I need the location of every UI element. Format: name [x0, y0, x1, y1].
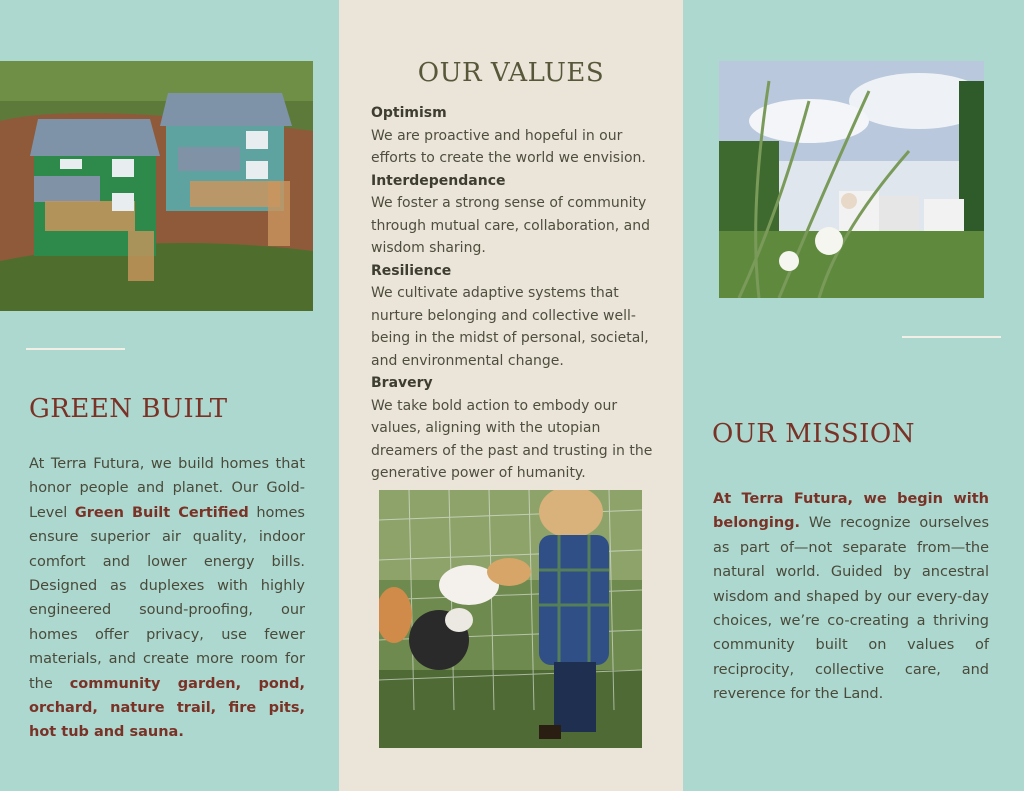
values-list — [371, 102, 661, 485]
child-chickens-photo — [379, 490, 642, 748]
green-built-certified-highlight: Green Built Certified — [74, 504, 249, 521]
our-mission-heading: OUR MISSION — [712, 419, 915, 449]
value-text: We are proactive and hopeful in our efforts to create the world we envision. — [371, 127, 646, 166]
divider-line — [26, 348, 125, 350]
right-panel — [683, 0, 1024, 791]
value-title: Interdependance — [371, 172, 506, 189]
mission-highlight: At Terra Futura, we begin with belonging. — [713, 491, 989, 532]
amenities-highlight: community garden, pond, orchard, nature trail, fire pits, hot tub and sauna. — [29, 675, 306, 741]
value-title: Optimism — [371, 105, 447, 121]
value-item-interdependance — [371, 170, 661, 260]
value-item-bravery — [371, 372, 661, 485]
green-built-paragraph — [29, 452, 305, 745]
garden-photo — [719, 61, 984, 298]
value-item-resilience — [371, 260, 661, 373]
left-panel — [0, 0, 339, 791]
green-built-heading: GREEN BUILT — [29, 394, 228, 424]
green-built-text-2: homes ensure superior air quality, indoor comfort and lower energy bills. Designed as duplexes with highly engineered sound-proofing, our homes offer privacy, use fewer materials, and create more room for the — [29, 504, 305, 692]
divider-line — [902, 336, 1001, 338]
value-item-optimism — [371, 102, 661, 170]
houses-photo — [0, 61, 313, 311]
value-title: Bravery — [371, 375, 433, 391]
value-title: Resilience — [371, 262, 452, 279]
center-panel — [339, 0, 683, 791]
green-built-text-1: At Terra Futura, we build homes that honor people and planet. Our Gold-Level — [29, 456, 305, 521]
mission-paragraph — [713, 487, 989, 707]
value-text: We foster a strong sense of community through mutual care, collaboration, and wisdom sharing. — [371, 195, 650, 256]
mission-text: We recognize ourselves as part of—not separate from—the natural world. Guided by ancestral wisdom and shaped by our every-day choices, we’re co-creating a thriving community built on values of reciprocity, collective care, and reverence for the Land. — [713, 515, 989, 703]
value-text: We take bold action to embody our values, aligning with the utopian dreamers of the past and trusting in the generative power of humanity. — [371, 397, 653, 481]
value-text: We cultivate adaptive systems that nurture belonging and collective well-being in the midst of personal, societal, and environmental change. — [371, 285, 649, 369]
our-values-heading: OUR VALUES — [417, 58, 605, 88]
